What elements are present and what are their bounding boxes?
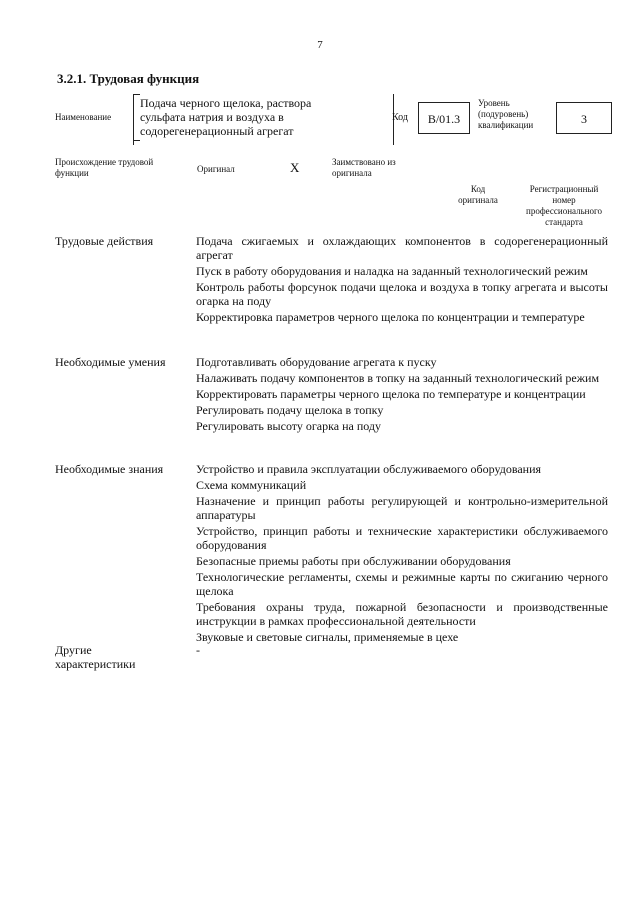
list-item: Регулировать подачу щелока в топку bbox=[196, 403, 384, 417]
list-item: Схема коммуникаций bbox=[196, 478, 307, 492]
origin-label-line: Происхождение трудовой bbox=[55, 157, 154, 167]
function-name-line: содорегенерационный агрегат bbox=[140, 124, 294, 138]
code-original-line: Код bbox=[470, 184, 486, 194]
function-name-box bbox=[133, 94, 394, 145]
list-item: Корректировать параметры черного щелока по температуре и концентрации bbox=[196, 387, 586, 401]
borrowed-label bbox=[332, 157, 396, 179]
registration-number-label bbox=[514, 184, 614, 228]
other-characteristics-value: - bbox=[196, 643, 200, 657]
qualification-level-label bbox=[478, 98, 533, 131]
level-label-line: (подуровень) bbox=[478, 109, 529, 119]
level-label-line: квалификации bbox=[478, 120, 534, 130]
reg-number-line: Регистрационный bbox=[529, 184, 599, 194]
borrowed-label-line: оригинала bbox=[332, 168, 372, 178]
list-item: Подготавливать оборудование агрегата к пуску bbox=[196, 355, 437, 369]
labor-actions-label: Трудовые действия bbox=[55, 234, 154, 248]
origin-label-line: функции bbox=[55, 168, 89, 178]
list-item: Звуковые и световые сигналы, применяемые в цехе bbox=[196, 630, 459, 644]
list-item: Налаживать подачу компонентов в топку на заданный технологический режим bbox=[196, 371, 600, 385]
list-item: Пуск в работу оборудования и наладка на заданный технологический режим bbox=[196, 264, 588, 278]
original-mark: X bbox=[290, 160, 300, 175]
list-item: Безопасные приемы работы при обслуживании оборудования bbox=[196, 554, 511, 568]
other-label-line: Другие bbox=[55, 643, 92, 657]
kod-label: Код bbox=[392, 112, 408, 123]
page-number: 7 bbox=[317, 39, 323, 51]
reg-number-line: номер bbox=[552, 195, 576, 205]
list-item: Контроль работы форсунок подачи щелока и воздуха в топку агрегата и высоты огарка на поду bbox=[196, 280, 608, 308]
code-original-label bbox=[448, 184, 508, 206]
list-item: Назначение и принцип работы регулирующей и контрольно-измерительной аппаратуры bbox=[196, 494, 608, 522]
other-characteristics-label bbox=[55, 643, 135, 671]
knowledge-label: Необходимые знания bbox=[55, 462, 164, 476]
list-item: Технологические регламенты, схемы и режимные карты по сжиганию черного щелока bbox=[196, 570, 608, 598]
list-item: Корректировка параметров черного щелока по концентрации и температуре bbox=[196, 310, 585, 324]
level-label-line: Уровень bbox=[478, 98, 510, 108]
skills-list bbox=[196, 355, 608, 435]
function-name-line: Подача черного щелока, раствора bbox=[140, 96, 312, 110]
name-label: Наименование bbox=[55, 112, 112, 122]
list-item: Требования охраны труда, пожарной безопасности и производственные инструкции в рамках профессиональной деятельности bbox=[196, 600, 608, 628]
section-title: 3.2.1. Трудовая функция bbox=[57, 71, 200, 86]
labor-actions-list bbox=[196, 234, 608, 326]
list-item: Устройство и правила эксплуатации обслуживаемого оборудования bbox=[196, 462, 542, 476]
other-label-line: характеристики bbox=[55, 657, 136, 671]
knowledge-list bbox=[196, 462, 608, 646]
reg-number-line: профессионального bbox=[526, 206, 602, 216]
skills-label: Необходимые умения bbox=[55, 355, 166, 369]
list-item: Регулировать высоту огарка на поду bbox=[196, 419, 382, 433]
list-item: Устройство, принцип работы и технические характеристики обслуживаемого оборудования bbox=[196, 524, 608, 552]
borrowed-label-line: Заимствовано из bbox=[332, 157, 396, 167]
qualification-level-value: 3 bbox=[556, 102, 612, 134]
reg-number-line: стандарта bbox=[545, 217, 583, 227]
original-label: Оригинал bbox=[197, 164, 235, 174]
origin-label bbox=[55, 157, 153, 179]
kod-value: В/01.3 bbox=[418, 102, 470, 134]
function-name-line: сульфата натрия и воздуха в bbox=[140, 110, 284, 124]
list-item: Подача сжигаемых и охлаждающих компонентов в содорегенерационный агрегат bbox=[196, 234, 608, 262]
code-original-line: оригинала bbox=[458, 195, 498, 205]
